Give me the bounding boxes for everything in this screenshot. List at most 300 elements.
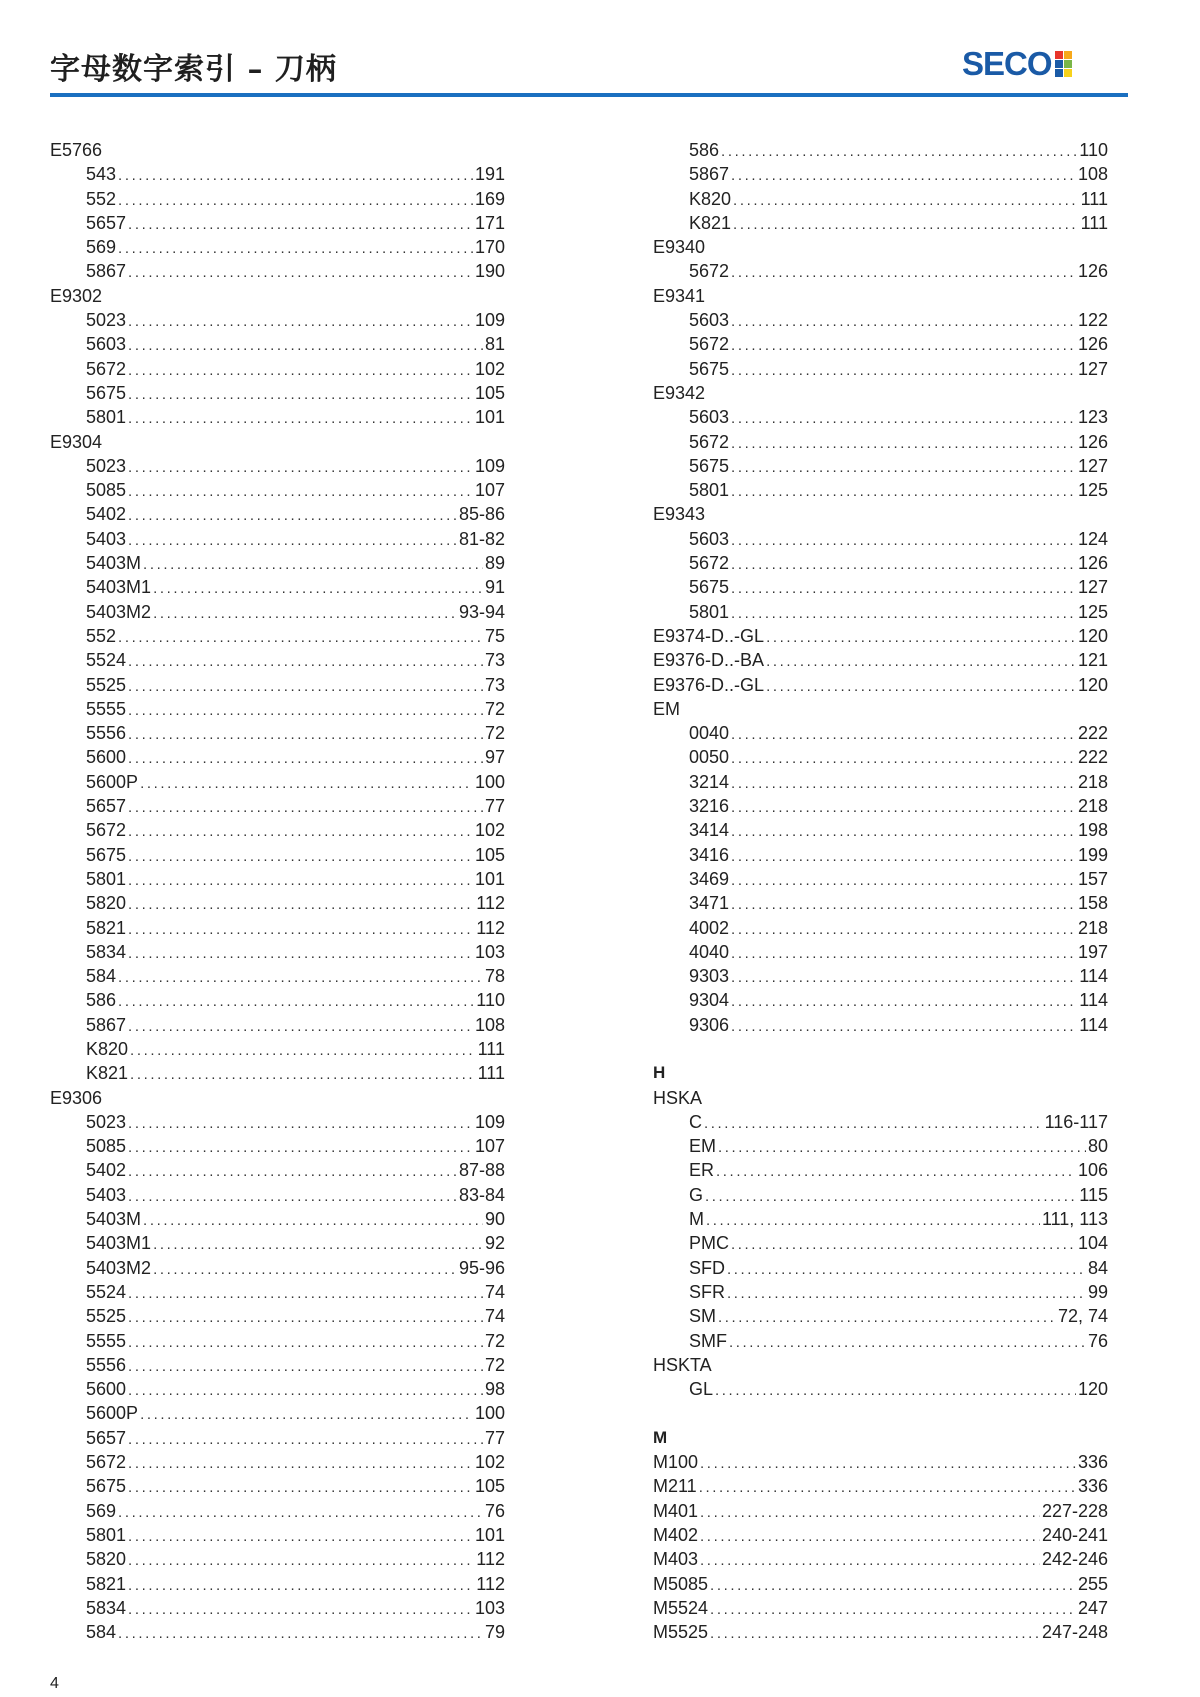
index-entry: [50, 1061, 505, 1085]
entry-code: 5801: [86, 1524, 127, 1545]
index-entry: [653, 867, 1108, 891]
entry-page: 222: [1077, 723, 1108, 744]
index-entry: [50, 794, 505, 818]
entry-code: 5821: [86, 917, 127, 938]
entry-code: E9376-D..-GL: [653, 674, 765, 695]
entry-code: 5834: [86, 941, 127, 962]
dot-leader: [710, 1625, 1040, 1643]
index-entry: [50, 308, 505, 332]
entry-code: 4002: [689, 917, 730, 938]
entry-page: 120: [1077, 1379, 1108, 1400]
entry-code: 5403: [86, 528, 127, 549]
entry-page: 99: [1087, 1281, 1108, 1302]
dot-leader: [731, 362, 1076, 380]
dot-leader: [706, 1212, 1040, 1230]
entry-code: 5403M1: [86, 577, 152, 598]
index-entry: [653, 1499, 1108, 1523]
index-entry: [653, 988, 1108, 1012]
index-entry: [50, 1572, 505, 1596]
dot-leader: [731, 459, 1076, 477]
index-entry: [653, 1110, 1108, 1134]
index-entry: [50, 1523, 505, 1547]
entry-page: 114: [1079, 966, 1108, 987]
index-entry: [50, 551, 505, 575]
dot-leader: [733, 216, 1079, 234]
entry-code: 5402: [86, 1160, 127, 1181]
dot-leader: [128, 1139, 473, 1157]
index-entry: [653, 843, 1108, 867]
entry-code: 5672: [689, 334, 730, 355]
index-entry: [653, 1523, 1108, 1547]
entry-code: 5675: [86, 844, 127, 865]
index-entry: [50, 1329, 505, 1353]
dot-leader: [699, 1479, 1076, 1497]
index-column-right: [653, 138, 1108, 1644]
entry-page: 109: [474, 455, 505, 476]
dot-leader: [128, 872, 473, 890]
index-entry: [50, 916, 505, 940]
index-entry: [653, 818, 1108, 842]
index-letter-heading: [653, 1061, 1108, 1085]
entry-page: 222: [1077, 747, 1108, 768]
group-label: HSKA: [653, 1087, 703, 1108]
entry-page: 123: [1077, 407, 1108, 428]
dot-leader: [153, 1236, 483, 1254]
entry-code: 5675: [86, 382, 127, 403]
dot-leader: [731, 993, 1077, 1011]
dot-leader: [118, 1504, 483, 1522]
entry-code: 5603: [86, 334, 127, 355]
index-entry: [50, 405, 505, 429]
index-group-heading: [653, 235, 1108, 259]
index-entry: [653, 600, 1108, 624]
entry-page: 124: [1077, 528, 1108, 549]
entry-page: 83-84: [458, 1184, 505, 1205]
dot-leader: [128, 678, 483, 696]
dot-leader: [731, 264, 1076, 282]
index-entry: [50, 332, 505, 356]
dot-leader: [731, 872, 1076, 890]
dot-leader: [118, 192, 473, 210]
index-entry: [653, 478, 1108, 502]
group-label: E9340: [653, 237, 706, 258]
entry-page: 79: [484, 1622, 505, 1643]
index-entry: [50, 1231, 505, 1255]
dot-leader: [731, 605, 1076, 623]
entry-code: 4040: [689, 941, 730, 962]
entry-code: 5834: [86, 1597, 127, 1618]
entry-page: 158: [1077, 893, 1108, 914]
entry-page: 90: [484, 1209, 505, 1230]
entry-code: M5525: [653, 1622, 709, 1643]
entry-code: 5801: [86, 868, 127, 889]
dot-leader: [130, 1066, 476, 1084]
entry-code: SM: [689, 1306, 716, 1327]
index-entry: [50, 1207, 505, 1231]
index-entry: [653, 1547, 1108, 1571]
group-label: E9341: [653, 285, 706, 306]
entry-page: 109: [474, 310, 505, 331]
entry-code: 552: [86, 188, 117, 209]
entry-code: M5085: [653, 1573, 709, 1594]
entry-page: 111: [477, 1038, 505, 1059]
entry-code: 5600: [86, 747, 127, 768]
entry-code: 5657: [86, 1427, 127, 1448]
entry-code: E9374-D..-GL: [653, 625, 765, 646]
index-entry: [653, 187, 1108, 211]
index-entry: [50, 964, 505, 988]
dot-leader: [128, 1163, 457, 1181]
dot-leader: [128, 896, 474, 914]
index-entry: [50, 454, 505, 478]
dot-leader: [128, 1455, 473, 1473]
group-label: E9342: [653, 382, 706, 403]
entry-page: 120: [1077, 674, 1108, 695]
entry-page: 125: [1077, 601, 1108, 622]
entry-page: 81: [484, 334, 505, 355]
entry-code: 5403: [86, 1184, 127, 1205]
index-entry: [50, 721, 505, 745]
entry-code: SFD: [689, 1257, 725, 1278]
logo-square: [1064, 60, 1072, 68]
entry-code: G: [689, 1184, 704, 1205]
index-entry: [653, 745, 1108, 769]
index-entry: [50, 1110, 505, 1134]
entry-code: C: [689, 1111, 702, 1132]
index-entry: [653, 211, 1108, 235]
entry-page: 74: [484, 1281, 505, 1302]
group-label: E9343: [653, 504, 706, 525]
entry-page: 247: [1077, 1597, 1108, 1618]
entry-code: 5085: [86, 1136, 127, 1157]
dot-leader: [128, 1188, 457, 1206]
entry-code: 5402: [86, 504, 127, 525]
index-entry: [50, 1620, 505, 1644]
dot-leader: [128, 1479, 473, 1497]
entry-page: 92: [484, 1233, 505, 1254]
entry-page: 77: [484, 1427, 505, 1448]
dot-leader: [118, 969, 483, 987]
index-entry: [50, 648, 505, 672]
dot-leader: [700, 1528, 1040, 1546]
index-entry: [50, 1547, 505, 1571]
entry-code: PMC: [689, 1233, 729, 1254]
index-entry: [50, 891, 505, 915]
index-entry: [50, 1474, 505, 1498]
entry-code: ER: [689, 1160, 715, 1181]
index-entry: [50, 381, 505, 405]
entry-page: 108: [1077, 164, 1108, 185]
dot-leader: [153, 1261, 457, 1279]
entry-page: 101: [474, 868, 505, 889]
entry-page: 240-241: [1041, 1524, 1108, 1545]
dot-leader: [710, 1601, 1076, 1619]
index-entry: [50, 867, 505, 891]
entry-page: 98: [484, 1379, 505, 1400]
entry-page: 106: [1077, 1160, 1108, 1181]
dot-leader: [128, 1528, 473, 1546]
entry-code: 5524: [86, 1281, 127, 1302]
entry-code: 5403M2: [86, 1257, 152, 1278]
index-entry: [50, 1499, 505, 1523]
entry-page: 127: [1077, 358, 1108, 379]
dot-leader: [727, 1261, 1086, 1279]
entry-page: 126: [1077, 261, 1108, 282]
index-entry: [653, 454, 1108, 478]
index-group-heading: [50, 1086, 505, 1110]
dot-leader: [731, 750, 1076, 768]
dot-leader: [128, 823, 473, 841]
dot-leader: [128, 313, 473, 331]
entry-code: 543: [86, 164, 117, 185]
index-entry: [653, 648, 1108, 672]
dot-leader: [766, 678, 1076, 696]
entry-code: 5867: [86, 261, 127, 282]
entry-page: 108: [474, 1014, 505, 1035]
index-entry: [50, 211, 505, 235]
dot-leader: [700, 1552, 1040, 1570]
entry-page: 87-88: [458, 1160, 505, 1181]
dot-leader: [727, 1285, 1086, 1303]
index-entry: [653, 1620, 1108, 1644]
entry-page: 81-82: [458, 528, 505, 549]
dot-leader: [143, 1212, 483, 1230]
entry-page: 107: [474, 1136, 505, 1157]
dot-leader: [128, 1358, 483, 1376]
entry-page: 72, 74: [1057, 1306, 1108, 1327]
index-letter-heading: [653, 1426, 1108, 1450]
dot-leader: [128, 483, 473, 501]
index-entry: [50, 940, 505, 964]
entry-code: SFR: [689, 1281, 725, 1302]
entry-page: 336: [1077, 1452, 1108, 1473]
entry-page: 105: [474, 382, 505, 403]
entry-page: 75: [484, 625, 505, 646]
dot-leader: [130, 1042, 476, 1060]
index-entry: [653, 1256, 1108, 1280]
dot-leader: [731, 775, 1076, 793]
entry-page: 102: [474, 820, 505, 841]
dot-leader: [128, 799, 483, 817]
index-entry: [50, 259, 505, 283]
dot-leader: [731, 726, 1076, 744]
entry-code: E9376-D..-BA: [653, 650, 765, 671]
dot-leader: [128, 750, 483, 768]
entry-page: 227-228: [1041, 1500, 1108, 1521]
index-group-heading: [653, 284, 1108, 308]
dot-leader: [128, 1309, 483, 1327]
entry-code: SMF: [689, 1330, 727, 1351]
entry-code: 9303: [689, 966, 730, 987]
index-entry: [653, 259, 1108, 283]
entry-page: 80: [1087, 1136, 1108, 1157]
entry-page: 199: [1077, 844, 1108, 865]
entry-code: K821: [689, 212, 732, 233]
entry-page: 111, 113: [1041, 1209, 1108, 1230]
entry-page: 102: [474, 358, 505, 379]
entry-code: M: [689, 1209, 704, 1230]
index-entry: [50, 1304, 505, 1328]
index-entry: [653, 1329, 1108, 1353]
dot-leader: [715, 1382, 1076, 1400]
entry-code: 5801: [86, 407, 127, 428]
index-entry: [653, 1280, 1108, 1304]
entry-page: 103: [474, 1597, 505, 1618]
dot-leader: [718, 1139, 1086, 1157]
index-entry: [653, 673, 1108, 697]
dot-leader: [128, 410, 473, 428]
entry-code: 5603: [689, 310, 730, 331]
entry-page: 111: [1080, 212, 1108, 233]
index-entry: [653, 1013, 1108, 1037]
index-entry: [50, 697, 505, 721]
dot-leader: [128, 1577, 474, 1595]
index-entry: [50, 575, 505, 599]
entry-page: 107: [474, 480, 505, 501]
index-entry: [653, 1183, 1108, 1207]
entry-page: 72: [484, 1354, 505, 1375]
index-entry: [50, 1450, 505, 1474]
entry-page: 126: [1077, 431, 1108, 452]
entry-page: 169: [474, 188, 505, 209]
index-entry: [653, 357, 1108, 381]
index-entry: [653, 551, 1108, 575]
entry-code: M5524: [653, 1597, 709, 1618]
entry-code: 3214: [689, 771, 730, 792]
entry-code: 0050: [689, 747, 730, 768]
index-group-heading: [653, 1086, 1108, 1110]
dot-leader: [128, 507, 457, 525]
entry-page: 110: [1079, 140, 1108, 160]
seco-logo: [962, 45, 1072, 82]
dot-leader: [731, 896, 1076, 914]
index-entry: [653, 138, 1108, 162]
entry-code: 5672: [689, 261, 730, 282]
entry-page: 101: [474, 1524, 505, 1545]
entry-code: 552: [86, 625, 117, 646]
dot-leader: [731, 435, 1076, 453]
entry-code: 5525: [86, 674, 127, 695]
entry-code: 584: [86, 1622, 117, 1643]
dot-leader: [128, 1382, 483, 1400]
entry-code: 9304: [689, 990, 730, 1011]
dot-leader: [128, 337, 483, 355]
index-entry: [653, 721, 1108, 745]
entry-page: 78: [484, 966, 505, 987]
entry-page: 76: [484, 1500, 505, 1521]
index-entry: [653, 575, 1108, 599]
letter-label: H: [653, 1063, 666, 1083]
index-entry: [653, 405, 1108, 429]
entry-code: 586: [86, 990, 117, 1011]
entry-code: M403: [653, 1549, 699, 1570]
index-column-left: [50, 138, 505, 1644]
index-group-heading: [653, 381, 1108, 405]
dot-leader: [731, 921, 1076, 939]
dot-leader: [766, 653, 1076, 671]
index-entry: [653, 1231, 1108, 1255]
index-group-heading: [50, 430, 505, 454]
entry-page: 197: [1077, 941, 1108, 962]
dot-leader: [731, 1236, 1076, 1254]
index-entry: [50, 1426, 505, 1450]
entry-code: 5524: [86, 650, 127, 671]
index-entry: [50, 770, 505, 794]
index-entry: [50, 843, 505, 867]
entry-page: 115: [1079, 1184, 1108, 1205]
entry-code: 3471: [689, 893, 730, 914]
entry-code: 5525: [86, 1306, 127, 1327]
index-entry: [653, 794, 1108, 818]
entry-code: 5801: [689, 480, 730, 501]
dot-leader: [128, 362, 473, 380]
entry-page: 110: [476, 990, 505, 1011]
index-entry: [653, 1474, 1108, 1498]
index-entry: [653, 1304, 1108, 1328]
entry-page: 112: [476, 1549, 505, 1570]
entry-page: 97: [484, 747, 505, 768]
entry-code: 5556: [86, 723, 127, 744]
index-entry: [50, 478, 505, 502]
index-entry: [653, 891, 1108, 915]
entry-page: 255: [1077, 1573, 1108, 1594]
entry-page: 126: [1077, 334, 1108, 355]
entry-code: M402: [653, 1524, 699, 1545]
entry-code: 5820: [86, 1549, 127, 1570]
entry-page: 89: [484, 553, 505, 574]
index-group-heading: [50, 138, 505, 162]
dot-leader: [710, 1577, 1076, 1595]
entry-page: 109: [474, 1111, 505, 1132]
index-entry: [50, 502, 505, 526]
entry-code: 9306: [689, 1014, 730, 1035]
dot-leader: [128, 945, 473, 963]
entry-code: 5867: [689, 164, 730, 185]
group-label: HSKTA: [653, 1354, 712, 1375]
index-entry: [653, 162, 1108, 186]
index-entry: [653, 916, 1108, 940]
entry-page: 72: [484, 1330, 505, 1351]
entry-code: EM: [689, 1136, 716, 1157]
index-entry: [50, 162, 505, 186]
dot-leader: [128, 386, 473, 404]
dot-leader: [731, 1018, 1077, 1036]
entry-code: 5657: [86, 212, 127, 233]
entry-page: 121: [1077, 650, 1108, 671]
dot-leader: [731, 313, 1076, 331]
entry-code: 584: [86, 966, 117, 987]
entry-code: 5603: [689, 528, 730, 549]
index-entry: [50, 187, 505, 211]
dot-leader: [731, 532, 1076, 550]
index-entry: [50, 1037, 505, 1061]
logo-square: [1064, 69, 1072, 77]
entry-page: 242-246: [1041, 1549, 1108, 1570]
entry-code: 5675: [86, 1476, 127, 1497]
group-label: EM: [653, 698, 680, 719]
entry-page: 111: [477, 1063, 505, 1084]
logo-square: [1064, 51, 1072, 59]
entry-code: 5672: [86, 358, 127, 379]
index-entry: [653, 964, 1108, 988]
entry-page: 95-96: [458, 1257, 505, 1278]
entry-code: K820: [689, 188, 732, 209]
entry-page: 126: [1077, 553, 1108, 574]
entry-page: 114: [1079, 1014, 1108, 1035]
entry-code: 3416: [689, 844, 730, 865]
entry-page: 76: [1087, 1330, 1108, 1351]
dot-leader: [128, 216, 473, 234]
